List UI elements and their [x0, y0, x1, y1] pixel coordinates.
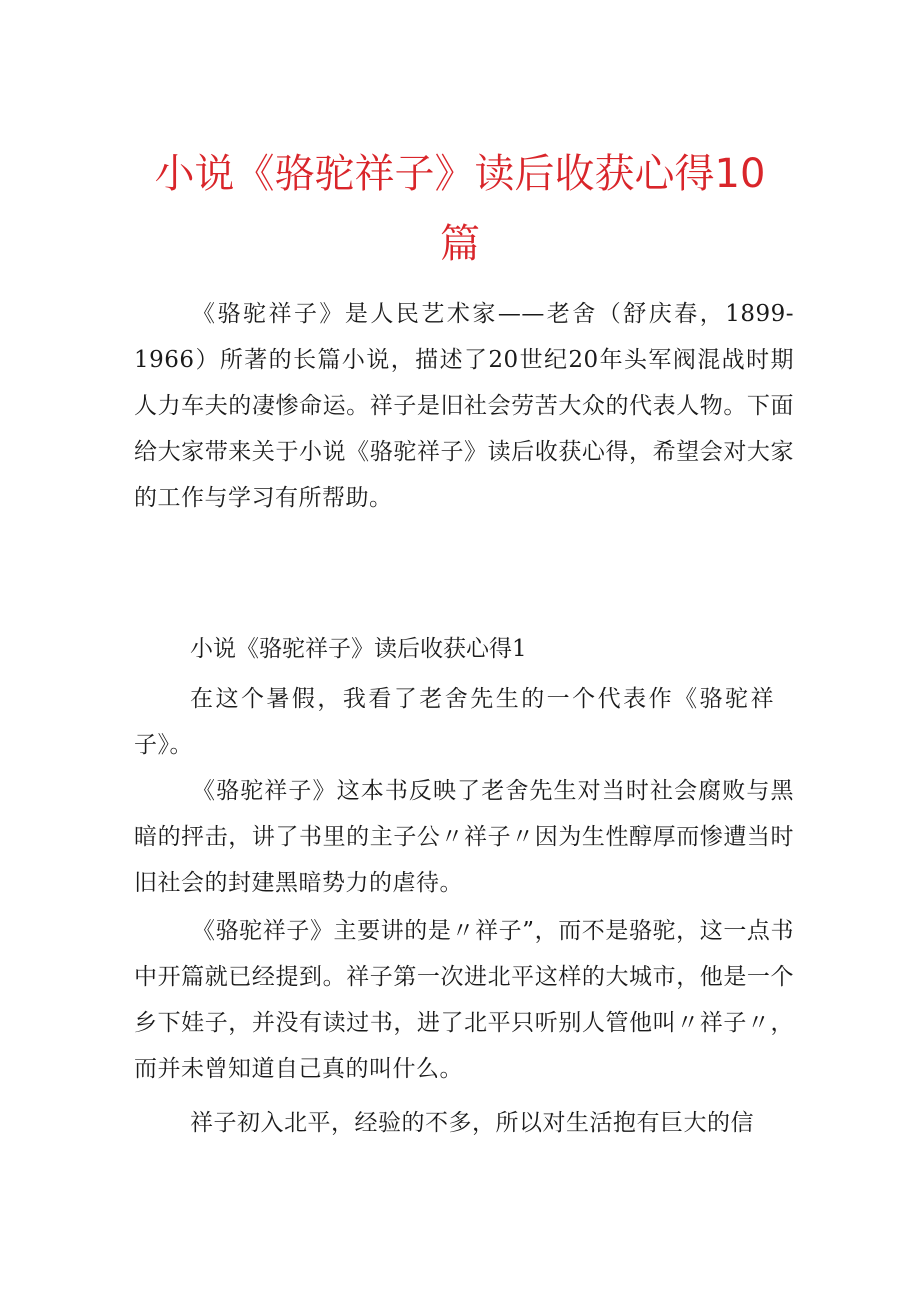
document-title-line1: 小说《骆驼祥子》读后收获心得10 [154, 151, 766, 197]
section-heading-1: 小说《骆驼祥子》读后收获心得1 [190, 636, 527, 662]
paragraph-3: 《骆驼祥子》主要讲的是〃祥子”，而不是骆驼，这一点书中开篇就已经提到。祥子第一次进北平这样的大城市，他是一个乡下娃子，并没有读过书，进了北平只听别人管他叫〃祥子〃，而并未曾知道自己真的叫什么。 [134, 918, 794, 1082]
paragraph-4: 祥子初入北平，经验的不多，所以对生活抱有巨大的信 [190, 1110, 754, 1136]
paragraph-1: 在这个暑假，我看了老舍先生的一个代表作《骆驼祥子》。 [134, 686, 774, 758]
intro-paragraph: 《骆驼祥子》是人民艺术家——老舍（舒庆春，1899-1966）所著的长篇小说，描述了20世纪20年头军阀混战时期人力车夫的凄惨命运。祥子是旧社会劳苦大众的代表人物。下面给大家带来关于小说《骆驼祥子》读后收获心得，希望会对大家的工作与学习有所帮助。 [134, 301, 794, 511]
document-title-line2: 篇 [440, 221, 480, 267]
paragraph-2: 《骆驼祥子》这本书反映了老舍先生对当时社会腐败与黑暗的抨击，讲了书里的主子公〃祥子〃因为生性醇厚而惨遭当时旧社会的封建黑暗势力的虐待。 [134, 778, 794, 896]
